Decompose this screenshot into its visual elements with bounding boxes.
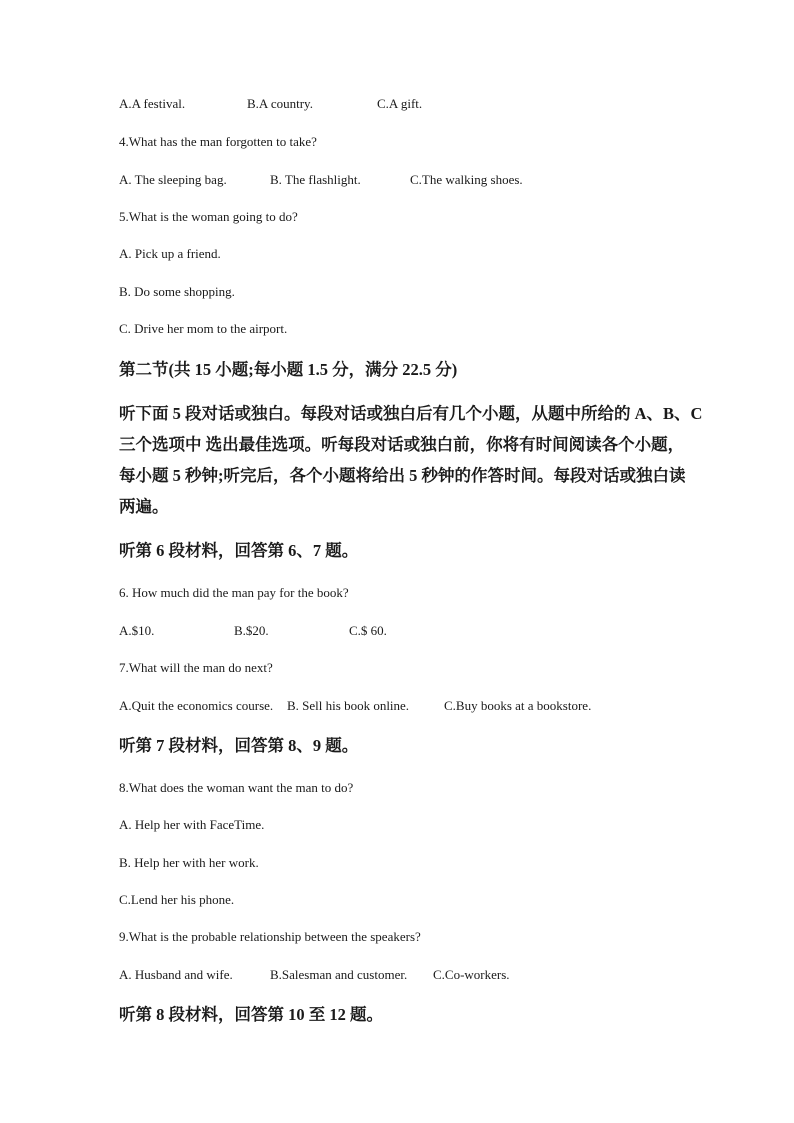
q5-option-c: C. Drive her mom to the airport. <box>119 321 288 336</box>
q5-question: 5.What is the woman going to do? <box>119 209 298 224</box>
q7-question: 7.What will the man do next? <box>119 660 273 675</box>
q4-option-c: C.The walking shoes. <box>410 172 523 187</box>
q9-option-a: A. Husband and wife. <box>119 967 233 982</box>
q3-option-a: A.A festival. <box>119 96 186 111</box>
material6-heading: 听第 6 段材料，回答第 6、7 题。 <box>119 541 359 560</box>
q8-question: 8.What does the woman want the man to do? <box>119 780 354 795</box>
q3-option-b: B.A country. <box>247 96 313 111</box>
q5-option-a: A. Pick up a friend. <box>119 246 221 261</box>
material8-heading: 听第 8 段材料，回答第 10 至 12 题。 <box>119 1005 383 1024</box>
q6-option-a: A.$10. <box>119 623 155 638</box>
instruction-line-1: 听下面 5 段对话或独白。每段对话或独白后有几个小题，从题中所给的 A、B、C <box>119 404 703 423</box>
material7-heading: 听第 7 段材料，回答第 8、9 题。 <box>119 736 359 755</box>
q7-option-c: C.Buy books at a bookstore. <box>444 698 592 713</box>
q7-option-b: B. Sell his book online. <box>287 698 410 713</box>
q8-option-a: A. Help her with FaceTime. <box>119 817 265 832</box>
q6-option-c: C.$ 60. <box>349 623 387 638</box>
q4-question: 4.What has the man forgotten to take? <box>119 134 317 149</box>
q9-question: 9.What is the probable relationship between the speakers? <box>119 929 421 944</box>
instruction-line-2: 三个选项中 选出最佳选项。听每段对话或独白前，你将有时间阅读各个小题， <box>119 435 685 454</box>
q9-option-c: C.Co-workers. <box>433 967 510 982</box>
q9-option-b: B.Salesman and customer. <box>270 967 408 982</box>
q4-option-a: A. The sleeping bag. <box>119 172 227 187</box>
q3-option-c: C.A gift. <box>377 96 423 111</box>
instruction-line-3: 每小题 5 秒钟;听完后，各个小题将给出 5 秒钟的作答时间。每段对话或独白读 <box>119 466 686 485</box>
instruction-line-4: 两遍。 <box>119 497 169 516</box>
q6-option-b: B.$20. <box>234 623 269 638</box>
q4-option-b: B. The flashlight. <box>270 172 361 187</box>
q8-option-c: C.Lend her his phone. <box>119 892 235 907</box>
q8-option-b: B. Help her with her work. <box>119 855 259 870</box>
q5-option-b: B. Do some shopping. <box>119 284 235 299</box>
section2-title: 第二节(共 15 小题;每小题 1.5 分，满分 22.5 分) <box>119 360 458 379</box>
q7-option-a: A.Quit the economics course. <box>119 698 274 713</box>
q6-question: 6. How much did the man pay for the book? <box>119 585 349 600</box>
